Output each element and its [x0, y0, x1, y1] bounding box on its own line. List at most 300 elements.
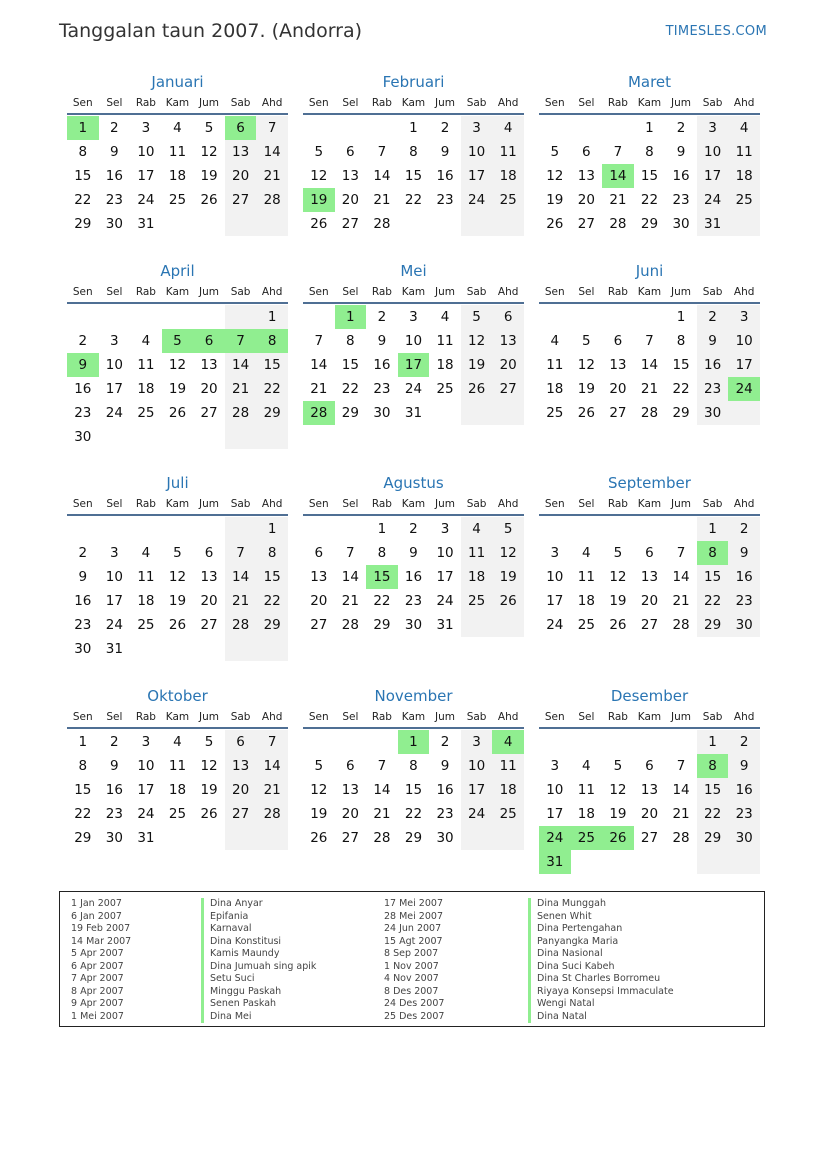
day-cell: 11 — [546, 357, 564, 373]
month-7 — [67, 472, 288, 661]
weekday-label: Kam — [637, 286, 662, 298]
day-cell: 6 — [645, 758, 654, 774]
holiday-day-cell: 1 — [398, 730, 430, 754]
month-1 — [67, 71, 288, 236]
day-cell: 1 — [697, 730, 729, 754]
day-cell: 12 — [461, 329, 493, 353]
day-cell: 4 — [461, 517, 493, 541]
day-cell: 1 — [377, 521, 387, 537]
day-cell: 5 — [314, 144, 324, 160]
day-cell: 25 — [546, 405, 564, 421]
day-cell: 6 — [346, 144, 355, 160]
weekday-label: Jum — [435, 498, 456, 510]
month-3 — [539, 71, 760, 236]
day-cell: 26 — [168, 617, 187, 633]
day-cell: 12 — [492, 541, 524, 565]
day-cell: 1 — [256, 517, 288, 541]
day-cell: 30 — [74, 641, 92, 657]
holiday-day-cell: 15 — [366, 565, 398, 589]
day-cell: 29 — [697, 613, 729, 637]
day-cell: 29 — [74, 830, 92, 846]
day-cell: 4 — [173, 120, 182, 136]
day-cell: 23 — [697, 377, 729, 401]
day-cell: 5 — [613, 758, 623, 774]
day-cell: 28 — [640, 405, 659, 421]
day-cell: 19 — [609, 593, 627, 609]
day-grid — [539, 517, 760, 637]
day-cell: 13 — [200, 569, 218, 585]
day-cell: 19 — [310, 806, 328, 822]
day-cell: 20 — [200, 593, 218, 609]
day-cell: 21 — [373, 806, 391, 822]
empty-cell — [539, 305, 571, 329]
empty-cell — [130, 305, 162, 329]
weekday-label: Rab — [371, 711, 392, 723]
weekday-label: Sab — [702, 711, 723, 723]
day-cell: 28 — [373, 830, 391, 846]
day-cell: 12 — [168, 569, 187, 585]
day-cell: 8 — [676, 333, 686, 349]
day-cell: 22 — [74, 192, 92, 208]
day-cell: 27 — [577, 216, 595, 232]
month-name: Agustus — [383, 474, 444, 492]
day-cell: 26 — [492, 589, 524, 613]
weekday-label: Sen — [544, 711, 565, 723]
empty-cell — [571, 730, 603, 754]
empty-cell — [67, 305, 99, 329]
day-cell: 3 — [697, 116, 729, 140]
day-cell: 10 — [461, 754, 493, 778]
day-cell: 5 — [582, 333, 591, 349]
weekday-label: Sab — [230, 498, 251, 510]
day-cell: 22 — [341, 381, 359, 397]
day-cell: 13 — [225, 754, 257, 778]
day-cell: 27 — [225, 802, 257, 826]
empty-cell — [539, 116, 571, 140]
weekday-label: Sen — [544, 286, 565, 298]
holiday-name: Wengi Natal — [528, 998, 674, 1011]
weekday-label: Ahd — [497, 286, 519, 298]
day-cell: 4 — [440, 309, 450, 325]
empty-cell — [492, 212, 524, 236]
day-cell: 14 — [341, 569, 359, 585]
day-cell: 12 — [609, 782, 627, 798]
holiday-day-cell: 8 — [697, 754, 729, 778]
empty-cell — [225, 826, 257, 850]
day-cell: 12 — [310, 782, 328, 798]
empty-cell — [602, 116, 634, 140]
day-cell: 18 — [137, 381, 155, 397]
day-cell: 19 — [200, 782, 218, 798]
holiday-dates-right — [384, 898, 444, 1023]
day-cell: 14 — [672, 782, 690, 798]
month-5 — [303, 260, 524, 425]
day-cell: 14 — [256, 140, 288, 164]
holiday-day-cell: 17 — [398, 353, 430, 377]
day-cell: 10 — [137, 144, 155, 160]
day-cell: 16 — [373, 357, 391, 373]
empty-cell — [492, 826, 524, 850]
day-cell: 23 — [74, 405, 92, 421]
weekday-header — [303, 282, 524, 304]
day-cell: 12 — [200, 758, 218, 774]
day-cell: 3 — [461, 116, 493, 140]
day-cell: 17 — [137, 168, 155, 184]
day-cell: 13 — [310, 569, 328, 585]
weekday-label: Kam — [637, 498, 662, 510]
day-cell: 11 — [436, 333, 454, 349]
holiday-date: 25 Des 2007 — [384, 1010, 445, 1022]
day-cell: 27 — [640, 830, 659, 846]
holiday-date: 24 Des 2007 — [384, 998, 445, 1009]
weekday-label: Ahd — [261, 286, 283, 298]
day-cell: 20 — [609, 381, 627, 397]
weekday-label: Rab — [371, 286, 392, 298]
day-cell: 30 — [74, 429, 92, 445]
month-name: Juni — [635, 262, 664, 280]
weekday-header — [303, 494, 524, 516]
empty-cell — [256, 826, 288, 850]
day-cell: 10 — [105, 357, 123, 373]
day-cell: 8 — [409, 758, 418, 774]
day-cell: 31 — [137, 830, 155, 846]
day-cell: 14 — [225, 353, 257, 377]
holiday-date: 8 Des 2007 — [384, 985, 439, 997]
day-cell: 9 — [110, 758, 119, 774]
brand-link[interactable]: TIMESLES.COM — [665, 24, 767, 39]
holiday-date: 1 Mei 2007 — [71, 1010, 124, 1022]
day-cell: 20 — [492, 353, 524, 377]
day-cell: 2 — [409, 521, 418, 537]
holiday-name: Dina Suci Kabeh — [528, 961, 674, 974]
weekday-label: Jum — [199, 97, 220, 109]
day-cell: 18 — [577, 593, 595, 609]
weekday-label: Sen — [544, 97, 565, 109]
weekday-label: Sen — [308, 498, 329, 510]
day-cell: 2 — [78, 545, 88, 561]
weekday-label: Rab — [135, 498, 156, 510]
day-cell: 6 — [582, 144, 591, 160]
day-cell: 13 — [492, 329, 524, 353]
day-cell: 16 — [728, 778, 760, 802]
day-cell: 1 — [645, 120, 654, 136]
day-cell: 10 — [137, 758, 155, 774]
empty-cell — [162, 826, 194, 850]
day-cell: 22 — [672, 381, 690, 397]
weekday-label: Jum — [671, 498, 692, 510]
day-cell: 10 — [461, 140, 493, 164]
empty-cell — [539, 517, 571, 541]
empty-cell — [398, 212, 430, 236]
weekday-label: Ahd — [733, 97, 755, 109]
weekday-label: Sab — [466, 498, 487, 510]
day-cell: 6 — [314, 545, 324, 561]
empty-cell — [461, 613, 493, 637]
weekday-label: Sel — [106, 498, 123, 510]
day-cell: 7 — [314, 333, 324, 349]
day-cell: 3 — [141, 120, 151, 136]
weekday-label: Sel — [578, 97, 595, 109]
day-cell: 6 — [225, 730, 257, 754]
day-cell: 2 — [676, 120, 686, 136]
day-cell: 3 — [409, 309, 418, 325]
day-cell: 4 — [550, 333, 560, 349]
weekday-label: Jum — [671, 711, 692, 723]
weekday-label: Kam — [401, 286, 426, 298]
day-cell: 20 — [640, 593, 659, 609]
day-cell: 17 — [546, 593, 564, 609]
weekday-label: Sel — [106, 97, 123, 109]
empty-cell — [225, 637, 257, 661]
weekday-label: Jum — [435, 97, 456, 109]
day-cell: 6 — [346, 758, 355, 774]
day-cell: 11 — [577, 569, 595, 585]
day-cell: 5 — [173, 545, 182, 561]
month-name: Desember — [610, 687, 689, 705]
empty-cell — [429, 401, 461, 425]
day-cell: 2 — [377, 309, 387, 325]
day-cell: 4 — [728, 116, 760, 140]
holiday-day-cell: 4 — [492, 730, 524, 754]
day-cell: 1 — [409, 120, 418, 136]
weekday-label: Sab — [466, 286, 487, 298]
weekday-label: Sab — [466, 711, 487, 723]
weekday-header — [67, 707, 288, 729]
month-name: Januari — [151, 73, 204, 91]
day-cell: 29 — [256, 401, 288, 425]
weekday-label: Sel — [342, 498, 359, 510]
day-cell: 30 — [105, 216, 123, 232]
day-cell: 25 — [168, 806, 187, 822]
day-grid — [303, 730, 524, 850]
page-title: Tanggalan taun 2007. (Andorra) — [59, 20, 363, 42]
day-cell: 24 — [697, 188, 729, 212]
day-cell: 31 — [436, 617, 454, 633]
day-cell: 1 — [256, 305, 288, 329]
day-cell: 23 — [728, 589, 760, 613]
day-cell: 16 — [436, 168, 454, 184]
day-cell: 18 — [728, 164, 760, 188]
month-2 — [303, 71, 524, 236]
empty-cell — [193, 305, 225, 329]
day-cell: 13 — [609, 357, 627, 373]
empty-cell — [571, 850, 603, 874]
day-cell: 16 — [105, 168, 123, 184]
weekday-label: Sab — [466, 97, 487, 109]
holiday-name: Senen Paskah — [201, 998, 316, 1011]
weekday-label: Kam — [401, 711, 426, 723]
day-cell: 2 — [440, 734, 450, 750]
day-cell: 8 — [78, 758, 88, 774]
day-cell: 9 — [440, 144, 450, 160]
day-cell: 4 — [141, 545, 151, 561]
empty-cell — [602, 517, 634, 541]
day-cell: 15 — [74, 782, 92, 798]
day-cell: 11 — [168, 758, 187, 774]
holiday-name: Panyangka Maria — [528, 936, 674, 949]
day-cell: 29 — [74, 216, 92, 232]
empty-cell — [193, 517, 225, 541]
holiday-name: Dina Mei — [201, 1011, 316, 1024]
day-cell: 23 — [436, 192, 454, 208]
empty-cell — [303, 116, 335, 140]
day-cell: 2 — [440, 120, 450, 136]
empty-cell — [303, 517, 335, 541]
day-cell: 29 — [373, 617, 391, 633]
day-cell: 5 — [613, 545, 623, 561]
day-cell: 26 — [546, 216, 564, 232]
empty-cell — [303, 730, 335, 754]
empty-cell — [130, 425, 162, 449]
day-cell: 9 — [409, 545, 418, 561]
empty-cell — [366, 730, 398, 754]
day-cell: 22 — [74, 806, 92, 822]
day-cell: 7 — [377, 144, 387, 160]
day-cell: 15 — [672, 357, 690, 373]
weekday-label: Sab — [230, 97, 251, 109]
day-cell: 19 — [200, 168, 218, 184]
day-grid — [539, 116, 760, 236]
day-cell: 28 — [256, 802, 288, 826]
weekday-header — [67, 494, 288, 516]
day-cell: 10 — [697, 140, 729, 164]
holiday-day-cell: 8 — [256, 329, 288, 353]
weekday-label: Rab — [607, 286, 628, 298]
day-cell: 2 — [728, 730, 760, 754]
weekday-header — [539, 93, 760, 115]
day-cell: 15 — [256, 565, 288, 589]
holiday-name: Minggu Paskah — [201, 986, 316, 999]
empty-cell — [67, 517, 99, 541]
holiday-day-cell: 9 — [67, 353, 99, 377]
holiday-day-cell: 24 — [539, 826, 571, 850]
month-name: Oktober — [147, 687, 208, 705]
day-cell: 2 — [110, 734, 119, 750]
day-cell: 16 — [697, 353, 729, 377]
weekday-label: Sel — [578, 498, 595, 510]
weekday-label: Rab — [135, 711, 156, 723]
day-cell: 2 — [728, 517, 760, 541]
weekday-label: Ahd — [733, 498, 755, 510]
day-grid — [67, 305, 288, 449]
day-cell: 20 — [577, 192, 595, 208]
empty-cell — [162, 517, 194, 541]
month-name: Juli — [166, 474, 189, 492]
holiday-name: Setu Suci — [201, 973, 316, 986]
day-cell: 5 — [204, 734, 214, 750]
day-cell: 4 — [582, 758, 591, 774]
empty-cell — [99, 425, 131, 449]
weekday-label: Jum — [435, 286, 456, 298]
day-cell: 25 — [492, 802, 524, 826]
day-cell: 26 — [200, 192, 218, 208]
empty-cell — [162, 425, 194, 449]
holiday-name: Epifania — [201, 911, 316, 924]
day-cell: 17 — [105, 381, 123, 397]
day-cell: 24 — [105, 617, 123, 633]
empty-cell — [634, 305, 666, 329]
day-cell: 20 — [640, 806, 659, 822]
day-cell: 16 — [672, 168, 690, 184]
holiday-day-cell: 28 — [303, 401, 335, 425]
day-cell: 16 — [105, 782, 123, 798]
empty-cell — [225, 305, 257, 329]
day-grid — [539, 305, 760, 425]
day-cell: 7 — [377, 758, 387, 774]
day-cell: 19 — [609, 806, 627, 822]
month-11 — [303, 685, 524, 850]
holiday-date: 17 Mei 2007 — [384, 898, 443, 909]
day-cell: 31 — [697, 212, 729, 236]
weekday-label: Rab — [607, 97, 628, 109]
day-cell: 13 — [200, 357, 218, 373]
holiday-name: Riyaya Konsepsi Immaculate — [528, 986, 674, 999]
month-10 — [67, 685, 288, 850]
empty-cell — [99, 517, 131, 541]
holiday-date: 19 Feb 2007 — [71, 923, 131, 934]
day-cell: 19 — [492, 565, 524, 589]
day-cell: 22 — [256, 589, 288, 613]
empty-cell — [728, 212, 760, 236]
day-cell: 3 — [728, 305, 760, 329]
holiday-day-cell: 8 — [697, 541, 729, 565]
day-cell: 18 — [137, 593, 155, 609]
day-cell: 13 — [341, 168, 359, 184]
day-cell: 27 — [640, 617, 659, 633]
day-cell: 31 — [404, 405, 423, 421]
day-cell: 5 — [550, 144, 560, 160]
day-cell: 26 — [310, 216, 328, 232]
holiday-names-right — [528, 898, 674, 1023]
day-cell: 25 — [492, 188, 524, 212]
empty-cell — [665, 730, 697, 754]
day-cell: 23 — [672, 192, 690, 208]
weekday-label: Kam — [637, 97, 662, 109]
empty-cell — [225, 517, 257, 541]
empty-cell — [492, 613, 524, 637]
holiday-day-cell: 19 — [303, 188, 335, 212]
day-cell: 11 — [492, 140, 524, 164]
day-cell: 11 — [168, 144, 187, 160]
empty-cell — [571, 517, 603, 541]
day-cell: 8 — [645, 144, 654, 160]
day-grid — [303, 305, 524, 425]
day-cell: 12 — [546, 168, 564, 184]
day-cell: 28 — [225, 401, 257, 425]
day-cell: 4 — [173, 734, 182, 750]
day-cell: 21 — [609, 192, 627, 208]
weekday-label: Sel — [578, 286, 595, 298]
holiday-day-cell: 1 — [335, 305, 367, 329]
day-cell: 28 — [672, 617, 690, 633]
day-grid — [67, 517, 288, 661]
weekday-label: Kam — [165, 711, 190, 723]
day-cell: 21 — [640, 381, 659, 397]
empty-cell — [193, 212, 225, 236]
holiday-date: 6 Apr 2007 — [71, 960, 124, 972]
holiday-date: 15 Agt 2007 — [384, 935, 443, 947]
holiday-date: 1 Jan 2007 — [71, 898, 122, 909]
holiday-date: 8 Apr 2007 — [71, 985, 124, 997]
day-cell: 1 — [676, 309, 686, 325]
day-cell: 22 — [404, 806, 423, 822]
holiday-day-cell: 24 — [728, 377, 760, 401]
day-cell: 13 — [640, 569, 659, 585]
day-cell: 14 — [640, 357, 659, 373]
day-cell: 7 — [225, 541, 257, 565]
month-name: Mei — [400, 262, 427, 280]
day-cell: 25 — [137, 405, 155, 421]
